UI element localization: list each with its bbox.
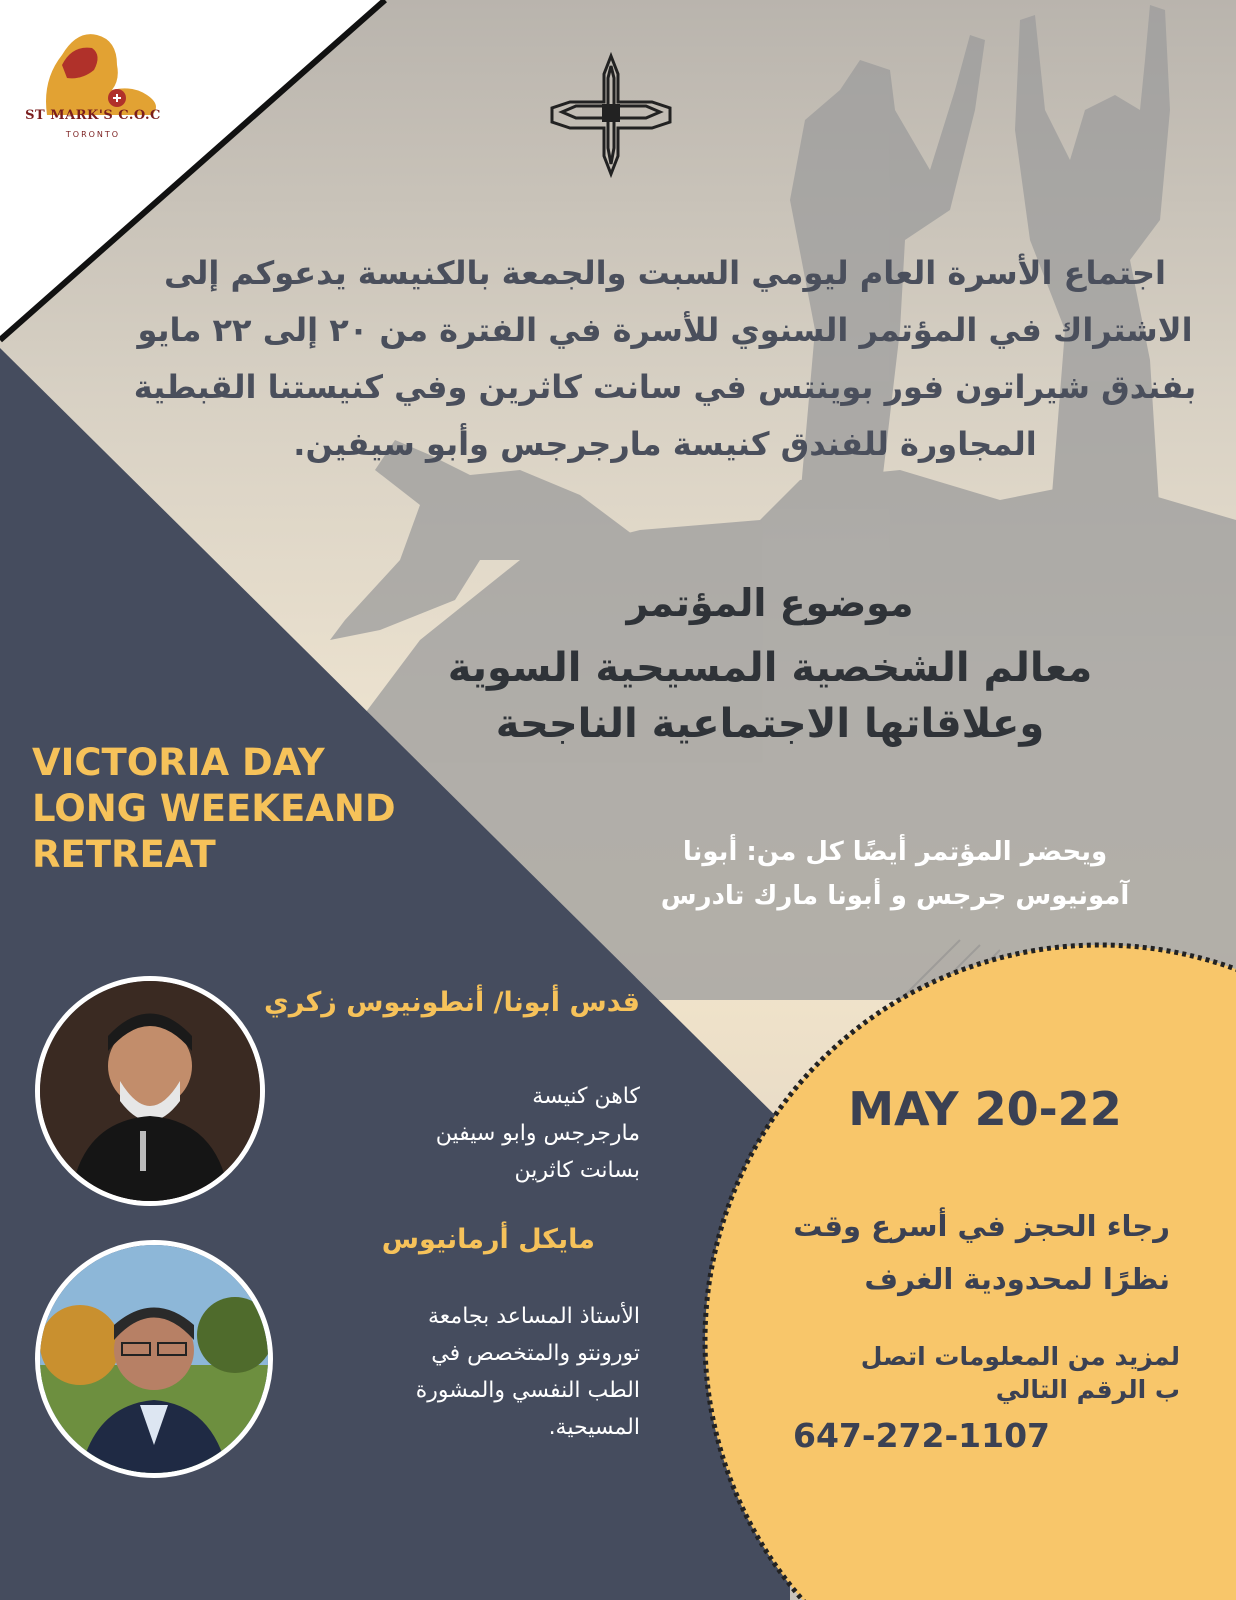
contact-line-1: لمزيد من المعلومات اتصل — [860, 1342, 1180, 1371]
theme-line-1: معالم الشخصية المسيحية السوية — [447, 645, 1093, 691]
booking-note — [700, 1200, 1170, 1306]
retreat-title-line-2: LONG WEEKEAND — [32, 787, 396, 830]
speaker-2-bio-line-3: الطب النفسي والمشورة — [415, 1378, 640, 1403]
event-date: MAY 20-22 — [848, 1082, 1122, 1136]
booking-line-1: رجاء الحجز في أسرع وقت — [793, 1209, 1170, 1243]
speaker-2-photo — [35, 1240, 273, 1478]
speaker-1-bio-line-3: بسانت كاثرين — [514, 1158, 640, 1183]
booking-line-2: نظرًا لمحدودية الغرف — [864, 1262, 1170, 1296]
speaker-1-bio-line-1: كاهن كنيسة — [532, 1084, 640, 1109]
speaker-2-bio-line-2: تورونتو والمتخصص في — [431, 1341, 640, 1366]
logo-name: ST MARK'S C.O.C — [25, 108, 161, 123]
lion-logo — [22, 20, 172, 145]
speaker-2-name: مايكل أرمانيوس — [381, 1224, 595, 1255]
speaker-1-name: قدس أبونا/ أنطونيوس زكري — [264, 987, 640, 1018]
speaker-2-bio — [300, 1298, 640, 1446]
speaker-2-bio-line-1: الأستاذ المساعد بجامعة — [428, 1304, 640, 1329]
contact-phone[interactable]: 647-272-1107 — [793, 1416, 1051, 1455]
attendance-line-2: آمونيوس جرجس و أبونا مارك تادرس — [660, 881, 1130, 911]
retreat-title-line-3: RETREAT — [32, 833, 216, 876]
logo-city: TORONTO — [65, 130, 121, 139]
theme-title — [340, 640, 1200, 752]
speaker-1-photo — [35, 976, 265, 1206]
retreat-title — [32, 740, 452, 878]
retreat-title-line-1: VICTORIA DAY — [32, 741, 325, 784]
attendance-note — [610, 830, 1180, 918]
contact-info — [770, 1340, 1180, 1406]
speaker-1-bio-line-2: مارجرجس وابو سيفين — [435, 1121, 640, 1146]
speaker-2-bio-line-4: المسيحية. — [548, 1415, 640, 1440]
contact-line-2: ب الرقم التالي — [995, 1375, 1180, 1404]
attendance-line-1: ويحضر المؤتمر أيضًا كل من: أبونا — [682, 837, 1108, 867]
coptic-cross-icon — [548, 52, 674, 178]
theme-label: موضوع المؤتمر — [626, 581, 914, 625]
speaker-1-bio — [300, 1078, 640, 1189]
theme-line-2: وعلاقاتها الاجتماعية الناجحة — [495, 701, 1045, 747]
intro-paragraph: اجتماع الأسرة العام ليومي السبت والجمعة بالكنيسة يدعوكم إلى الاشتراك في المؤتمر السنوي للأسرة في الفترة من ٢٠ إلى ٢٢ مايو بفندق شيراتون فور بوينتس في سانت كاثرين وفي كنيستنا القبطية المجاورة للفندق كنيسة مارجرجس وأبو سيفين. — [133, 254, 1197, 463]
